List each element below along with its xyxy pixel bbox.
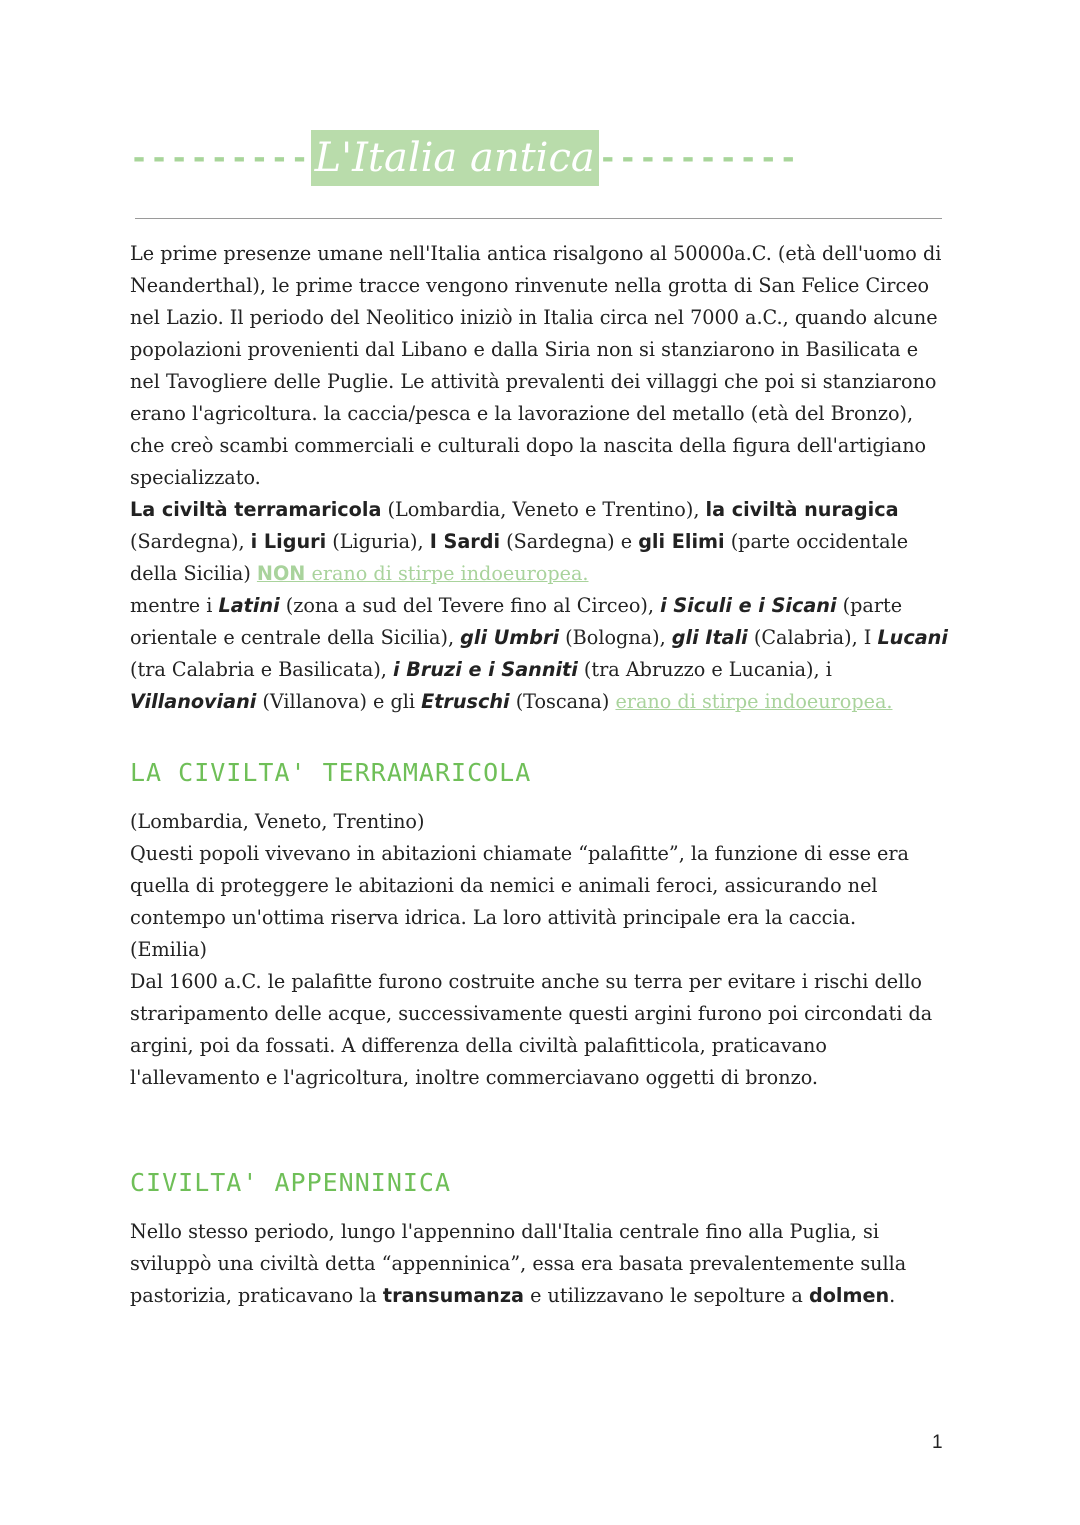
- title-dashes-right: ----------: [598, 140, 800, 176]
- term-bruzi-sanniti: i Bruzi e i Sanniti: [393, 658, 578, 681]
- term-transumanza: transumanza: [382, 1284, 524, 1307]
- emilia-label: (Emilia): [130, 938, 208, 961]
- term-dolmen: dolmen: [808, 1284, 890, 1307]
- text-run: (Toscana): [509, 690, 616, 713]
- term-etruschi: Etruschi: [421, 690, 510, 713]
- page-number: 1: [932, 1432, 943, 1453]
- highlight-not-indoeuropean: erano di stirpe indoeuropea.: [305, 562, 589, 585]
- palafitte-paragraph: Questi popoli vivevano in abitazioni chiamate “palafitte”, la funzione di esse era quella di proteggere le abitazioni da nemici e animali feroci, assicurando nel contempo un'ottima riserva idrica. La loro attività principale era la caccia.: [130, 842, 909, 929]
- term-latini: Latini: [218, 594, 280, 617]
- intro-paragraph: Le prime presenze umane nell'Italia antica risalgono al 50000a.C. (età dell'uomo di Neanderthal), le prime tracce vengono rinvenute nella grotta di San Felice Circeo nel Lazio. Il periodo del Neolitico iniziò in Italia circa nel 7000 a.C., quando alcune popolazioni provenienti dal Libano e dalla Siria non si stanziarono in Basilicata e nel Tavogliere delle Puglie. Le attività prevalenti dei villaggi che poi si stanziarono erano l'agricoltura. la caccia/pesca e la lavorazione del metallo (età del Bronzo), che creò scambi commerciali e culturali dopo la nascita della figura dell'artigiano specializzato.: [130, 242, 942, 489]
- term-liguri: i Liguri: [250, 530, 327, 553]
- text-run: .: [889, 1284, 896, 1307]
- text-run: (parte occidentale della Sicilia): [130, 530, 909, 585]
- term-siculi-sicani: i Siculi e i Sicani: [660, 594, 837, 617]
- term-lucani: Lucani: [877, 626, 948, 649]
- text-run: (Villanova) e gli: [256, 690, 422, 713]
- term-villanoviani: Villanoviani: [130, 690, 257, 713]
- intro-section: [130, 238, 948, 718]
- highlight-non: NON: [256, 562, 306, 585]
- divider: [135, 218, 942, 219]
- text-run: mentre i: [130, 594, 219, 617]
- text-run: (Lombardia, Veneto e Trentino),: [381, 498, 706, 521]
- text-run: (parte orientale e centrale della Sicilia),: [130, 594, 903, 649]
- non-indoeuropean-paragraph: [130, 494, 948, 590]
- text-run: (tra Abruzzo e Lucania), i: [577, 658, 832, 681]
- text-run: (Liguria),: [326, 530, 430, 553]
- text-run: (tra Calabria e Basilicata),: [130, 658, 394, 681]
- text-run: (Bologna),: [559, 626, 672, 649]
- section-heading-terramaricola: LA CIVILTA' TERRAMARICOLA: [130, 758, 532, 787]
- term-nuragica: la civiltà nuragica: [705, 498, 899, 521]
- term-terramaricola: La civiltà terramaricola: [130, 498, 382, 521]
- section-regions: (Lombardia, Veneto, Trentino): [130, 810, 425, 833]
- term-itali: gli Itali: [671, 626, 748, 649]
- page-title: L'Italia antica: [311, 130, 599, 186]
- text-run: Nello stesso periodo, lungo l'appennino dall'Italia centrale fino alla Puglia, si sviluppò una civiltà detta “appenninica”, essa era basata prevalentemente sulla pastorizia, praticavano la: [130, 1220, 907, 1307]
- indoeuropean-paragraph: [130, 590, 948, 718]
- term-elimi: gli Elimi: [638, 530, 725, 553]
- text-run: (Sardegna) e: [500, 530, 639, 553]
- text-run: (Calabria), I: [747, 626, 878, 649]
- page-title-row: [130, 128, 942, 188]
- text-run: e utilizzavano le sepolture a: [523, 1284, 809, 1307]
- text-run: (zona a sud del Tevere fino al Circeo),: [279, 594, 661, 617]
- section-heading-appenninica: CIVILTA' APPENNINICA: [130, 1168, 452, 1197]
- highlight-indoeuropean: erano di stirpe indoeuropea.: [615, 690, 893, 713]
- title-dashes-left: ---------: [130, 140, 311, 176]
- section-terramaricola: [130, 806, 948, 1094]
- section-appenninica: [130, 1216, 948, 1312]
- term-umbri: gli Umbri: [460, 626, 560, 649]
- appenninica-paragraph: [130, 1216, 948, 1312]
- term-sardi: I Sardi: [429, 530, 501, 553]
- argini-paragraph: Dal 1600 a.C. le palafitte furono costruite anche su terra per evitare i rischi dello straripamento delle acque, successivamente questi argini furono poi circondati da argini, poi da fossati. A differenza della civiltà palafitticola, praticavano l'allevamento e l'agricoltura, inoltre commerciavano oggetti di bronzo.: [130, 970, 933, 1089]
- text-run: (Sardegna),: [130, 530, 251, 553]
